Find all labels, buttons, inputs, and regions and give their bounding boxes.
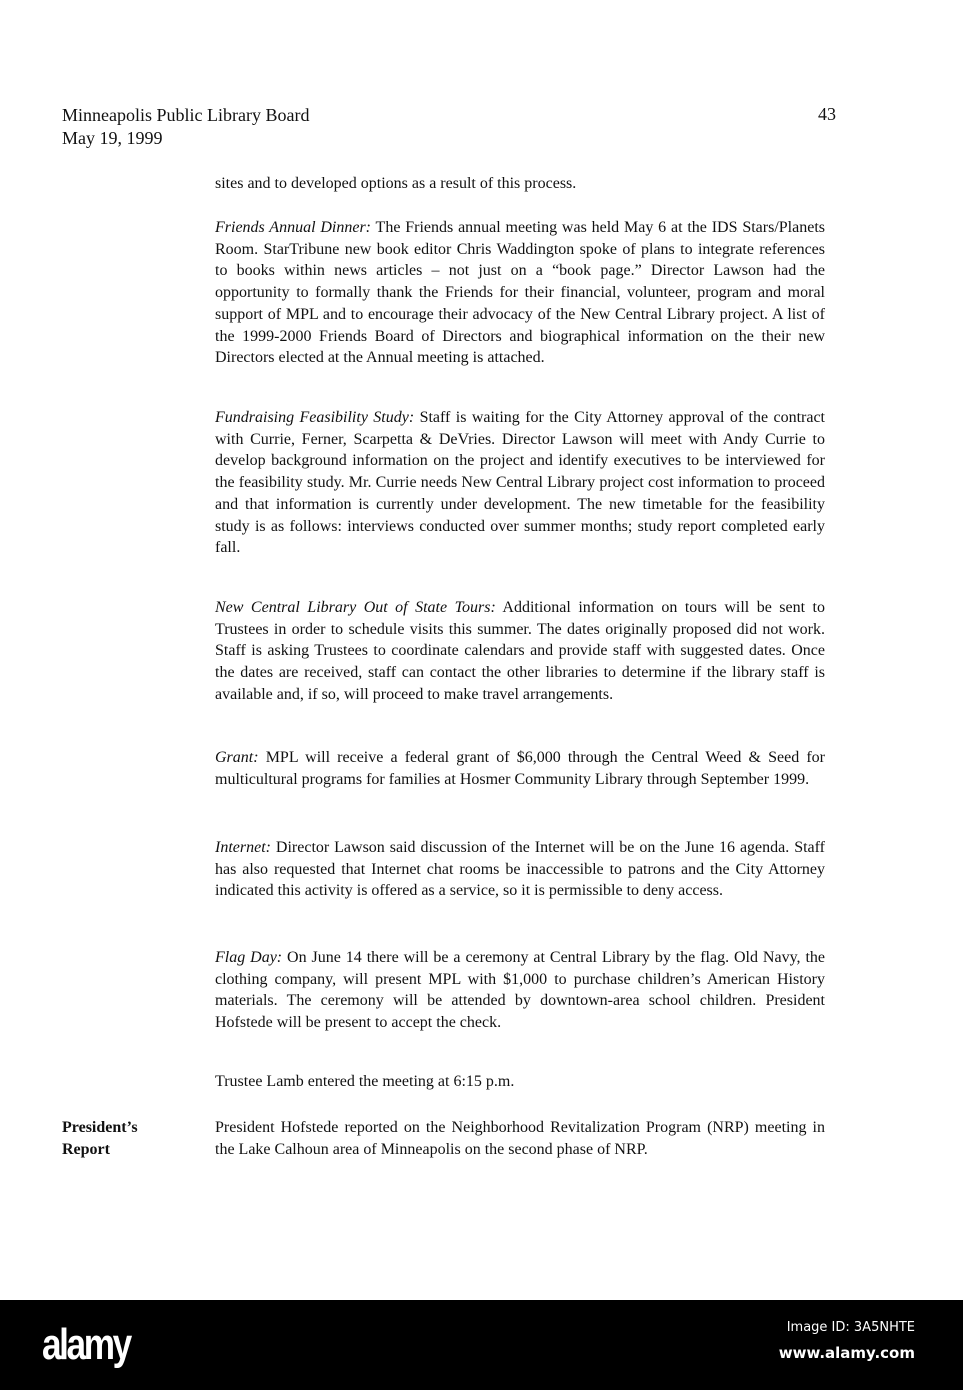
org-name: Minneapolis Public Library Board [62, 105, 310, 125]
paragraph-friends-dinner: Friends Annual Dinner: The Friends annual meeting was held May 6 at the IDS Stars/Planets Room. StarTribune new book editor Chris Waddington spoke of plans to integrate references to books within news articles – not just on a “book page.” Director Lawson had the opportunity to formally thank the Friends for their financial, volunteer, program and moral support of MPL and to encourage their advocacy of the New Central Library project. A list of the 1999-2000 Friends Board of Directors and biographical information on the their new Directors elected at the Annual meeting is attached. [215, 219, 825, 367]
paragraph-continuation: sites and to developed options as a result of this process. [215, 175, 577, 192]
paragraph-title: Internet: [215, 839, 271, 856]
watermark-url: www.alamy.com [778, 1344, 915, 1362]
meeting-date: May 19, 1999 [62, 128, 163, 148]
paragraph-fundraising: Fundraising Feasibility Study: Staff is waiting for the City Attorney approval of the contract with Currie, Ferner, Scarpetta & DeVries. Director Lawson will meet with Andy Currie to develop background information on the project and identify executives to be interviewed for the feasibility study. Mr. Currie needs New Central Library project cost information to proceed and that information is currently under development. The new timetable for the feasibility study is as follows: interviews conducted over summer months; study report completed early fall. [215, 409, 826, 557]
paragraph-flag-day: Flag Day: On June 14 there will be a ceremony at Central Library by the flag. Old Navy, the clothing company, will present MPL with $1,000 to purchase children’s American History materials. The ceremony will be attended by downtown-area school children. President Hofstede will be present to accept the check. [215, 949, 826, 1032]
heading-line: Report [62, 1140, 110, 1158]
paragraph-presidents-report: President Hofstede reported on the Neighborhood Revitalization Program (NRP) meeting in the Lake Calhoun area of Minneapolis on the second phase of NRP. [215, 1119, 825, 1158]
section-heading-presidents-report [62, 1117, 182, 1160]
paragraph-trustee-lamb: Trustee Lamb entered the meeting at 6:15 p.m. [215, 1073, 515, 1090]
paragraph-title: Fundraising Feasibility Study: [215, 409, 415, 426]
watermark-bar [0, 1300, 963, 1390]
paragraph-tours: New Central Library Out of State Tours: Additional information on tours will be sent to Trustees in order to schedule visits this summer. The dates originally proposed did not work. Staff is asking Trustees to coordinate calendars and provide staff with suggested dates. Once the dates are received, staff can contact the other libraries to determine if the library staff is available and, if so, will proceed to make travel arrangements. [215, 599, 825, 703]
heading-line: President’s [62, 1119, 138, 1136]
paragraph-title: Grant: [215, 749, 259, 766]
image-id: Image ID: 3A5NHTE [786, 1320, 915, 1335]
document-header [62, 104, 309, 150]
paragraph-grant: Grant: MPL will receive a federal grant of $6,000 through the Central Weed & Seed for multicultural programs for families at Hosmer Community Library through September 1999. [215, 749, 825, 788]
paragraph-title: Friends Annual Dinner: [215, 219, 372, 236]
alamy-logo: alamy [42, 1320, 130, 1369]
paragraph-title: Flag Day: [215, 949, 283, 966]
paragraph-title: New Central Library Out of State Tours: [215, 599, 496, 616]
paragraph-internet: Internet: Director Lawson said discussion of the Internet will be on the June 16 agenda. Staff has also requested that Internet chat rooms be inaccessible to patrons and the City Attorney indicated this activity is offered as a service, so it is permissible to deny access. [215, 839, 825, 900]
page-number: 43 [818, 104, 836, 124]
